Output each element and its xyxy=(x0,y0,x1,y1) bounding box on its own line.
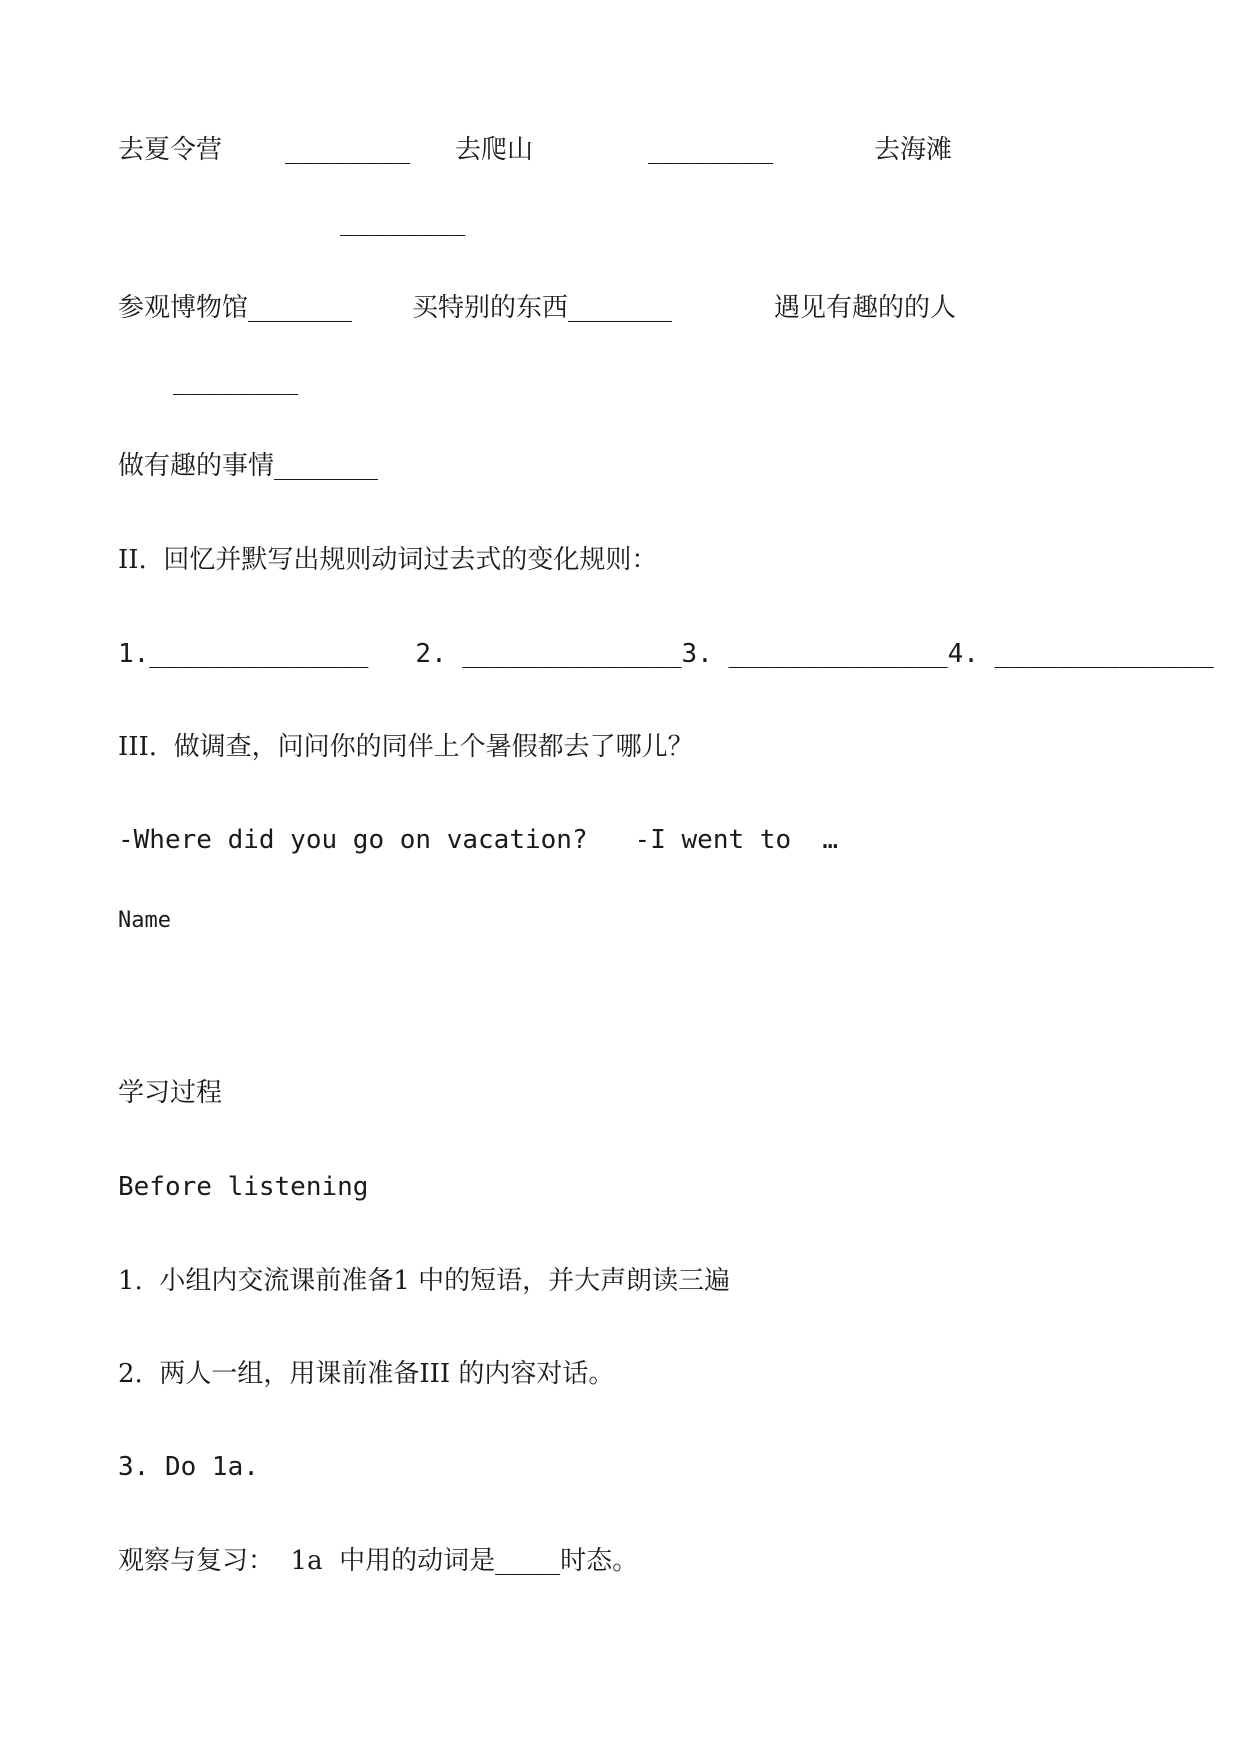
step-3: 3. Do 1a. xyxy=(118,1452,259,1482)
phrase-go-beach: 去海滩 xyxy=(874,135,953,165)
section-ii-blanks: 1.______________ 2. ______________3. ______________4. ______________ xyxy=(118,639,1214,669)
blank-meet-people: ________ xyxy=(173,366,299,396)
step-2: 2. 两人一组，用课前准备III 的内容对话。 xyxy=(118,1359,615,1389)
phrase-meet-people: 遇见有趣的的人 xyxy=(774,293,957,323)
learning-process-heading: 学习过程 xyxy=(118,1078,223,1108)
before-listening-heading: Before listening xyxy=(118,1172,369,1202)
phrase-buy-special: 买特别的东西________ xyxy=(412,293,673,323)
phrase-visit-museum: 参观博物馆________ xyxy=(118,293,353,323)
blank-summer-camp: ________ xyxy=(285,135,411,165)
blank-climb-mountain: ________ xyxy=(648,135,774,165)
name-label: Name xyxy=(118,908,171,933)
step-1: 1. 小组内交流课前准备1 中的短语，并大声朗读三遍 xyxy=(118,1266,731,1296)
section-iii-heading: III. 做调查，问问你的同伴上个暑假都去了哪儿？ xyxy=(118,732,694,762)
section-ii-heading: II. 回忆并默写出规则动词过去式的变化规则： xyxy=(118,545,658,575)
phrase-do-interesting: 做有趣的事情________ xyxy=(118,451,379,481)
blank-go-beach: ________ xyxy=(340,207,466,237)
phrase-summer-camp: 去夏令营 xyxy=(118,135,223,165)
observe-review: 观察与复习： 1a 中用的动词是_____时态。 xyxy=(118,1546,639,1576)
survey-dialogue: -Where did you go on vacation? -I went to … xyxy=(118,825,839,855)
phrase-climb-mountain: 去爬山 xyxy=(455,135,534,165)
